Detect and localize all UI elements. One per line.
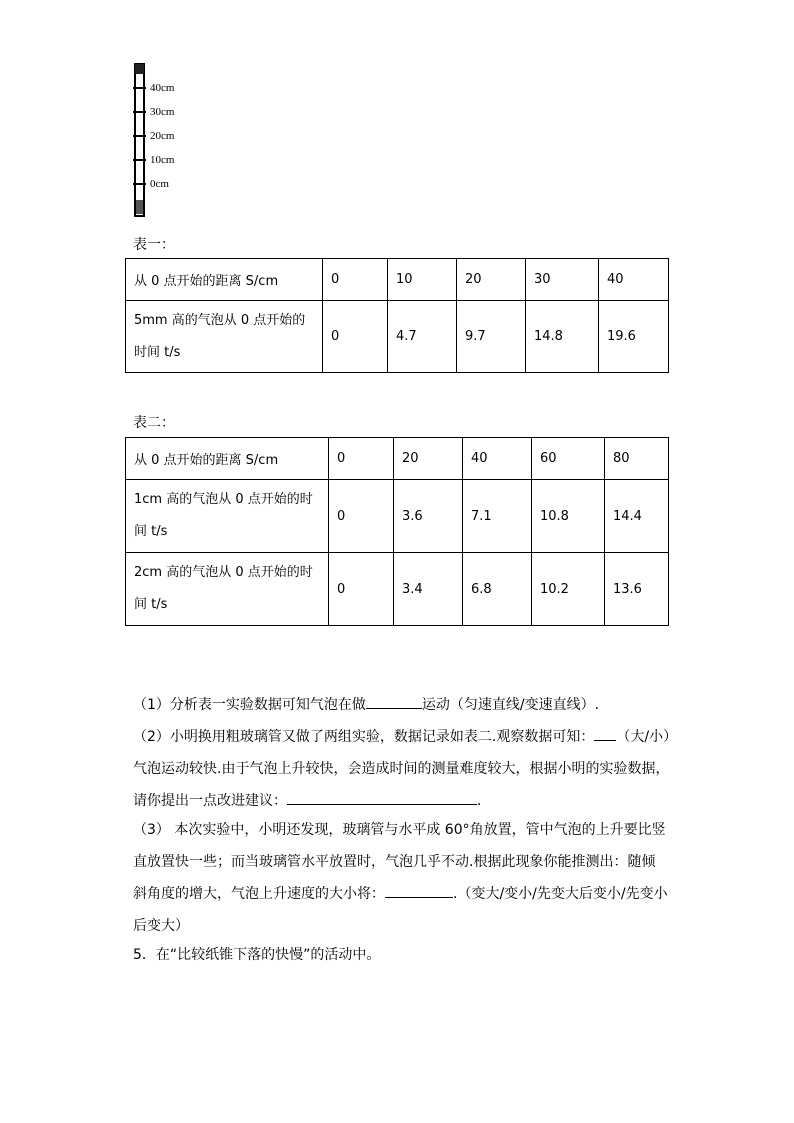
table-cell: 3.4 (394, 553, 463, 626)
table-cell: 14.4 (605, 480, 669, 553)
answer-blank (366, 694, 422, 709)
table-cell: 0 (329, 480, 394, 553)
question-text: .（变大/变小/先变大后变小/先变小 (453, 886, 668, 902)
label-line-1: 5mm 高的气泡从 0 点开始的 (134, 312, 306, 328)
glass-tube-icon (130, 62, 150, 220)
table-cell: 4.7 (388, 301, 457, 373)
table-cell: 10 (388, 259, 457, 301)
table-cell: 40 (599, 259, 669, 301)
table-cell: 13.6 (605, 553, 669, 626)
label-line-2: 时间 t/s (134, 344, 181, 360)
tick-label-0: 0cm (150, 178, 169, 190)
table-cell: 60 (532, 438, 605, 480)
table-cell-label: 从 0 点开始的距离 S/cm (126, 438, 329, 480)
label-line-1: 1cm 高的气泡从 0 点开始的时 (134, 492, 313, 507)
table-row (126, 301, 669, 373)
table-cell: 7.1 (463, 480, 532, 553)
table-row (126, 553, 669, 626)
question-text: （3） 本次实验中，小明还发现，玻璃管与水平成 60°角放置，管中气泡的上升要比竖 (133, 822, 666, 838)
question-2 (133, 721, 678, 817)
table-cell: 20 (394, 438, 463, 480)
question-text: 斜角度的增大，气泡上升速度的大小将： (133, 886, 385, 902)
question-5: 5．在“比较纸锥下落的快慢”的活动中。 (133, 947, 381, 963)
answer-blank (287, 790, 477, 805)
table-cell: 3.6 (394, 480, 463, 553)
table-cell: 0 (323, 259, 388, 301)
question-3 (133, 814, 678, 942)
table-cell: 20 (457, 259, 526, 301)
tick-label-10: 10cm (150, 154, 175, 166)
table-cell: 10.8 (532, 480, 605, 553)
table-cell: 80 (605, 438, 669, 480)
table1 (125, 258, 669, 373)
table-row (126, 259, 669, 301)
question-text: 请你提出一点改进建议： (133, 793, 287, 809)
table-cell: 40 (463, 438, 532, 480)
table-cell-label (126, 553, 329, 626)
table-cell: 14.8 (526, 301, 599, 373)
question-text: 气泡运动较快.由于气泡上升较快，会造成时间的测量难度较大，根据小明的实验数据， (133, 761, 670, 777)
glass-tube-figure (130, 62, 190, 220)
tick-label-40: 40cm (150, 82, 175, 94)
table1-caption: 表一： (133, 237, 175, 253)
table-cell: 0 (329, 553, 394, 626)
question-text: . (477, 793, 482, 809)
label-line-2: 间 t/s (134, 597, 168, 612)
table-row (126, 438, 669, 480)
table-cell: 10.2 (532, 553, 605, 626)
table-cell-label: 从 0 点开始的距离 S/cm (126, 259, 323, 301)
tick-label-30: 30cm (150, 106, 175, 118)
table-cell: 6.8 (463, 553, 532, 626)
table-cell: 9.7 (457, 301, 526, 373)
table2 (125, 437, 669, 626)
question-1 (133, 689, 678, 721)
table-cell: 30 (526, 259, 599, 301)
table-row (126, 480, 669, 553)
question-text: 直放置快一些；而当玻璃管水平放置时，气泡几乎不动.根据此现象你能推测出：随倾 (133, 854, 656, 870)
question-text: 后变大） (133, 918, 189, 934)
table-cell: 0 (323, 301, 388, 373)
answer-blank (594, 726, 616, 741)
table2-caption: 表二： (133, 415, 175, 431)
answer-blank (385, 883, 453, 898)
table-cell-label (126, 301, 323, 373)
table-cell: 0 (329, 438, 394, 480)
question-text: 运动（匀速直线/变速直线）. (421, 697, 600, 713)
label-line-2: 间 t/s (134, 524, 168, 539)
question-text: （大/小） (616, 729, 678, 745)
table-cell: 19.6 (599, 301, 669, 373)
label-line-1: 2cm 高的气泡从 0 点开始的时 (134, 565, 313, 580)
question-text: （2）小明换用粗玻璃管又做了两组实验，数据记录如表二.观察数据可知： (133, 729, 595, 745)
tick-label-20: 20cm (150, 130, 175, 142)
table-cell-label (126, 480, 329, 553)
question-text: （1）分析表一实验数据可知气泡在做 (133, 697, 366, 713)
